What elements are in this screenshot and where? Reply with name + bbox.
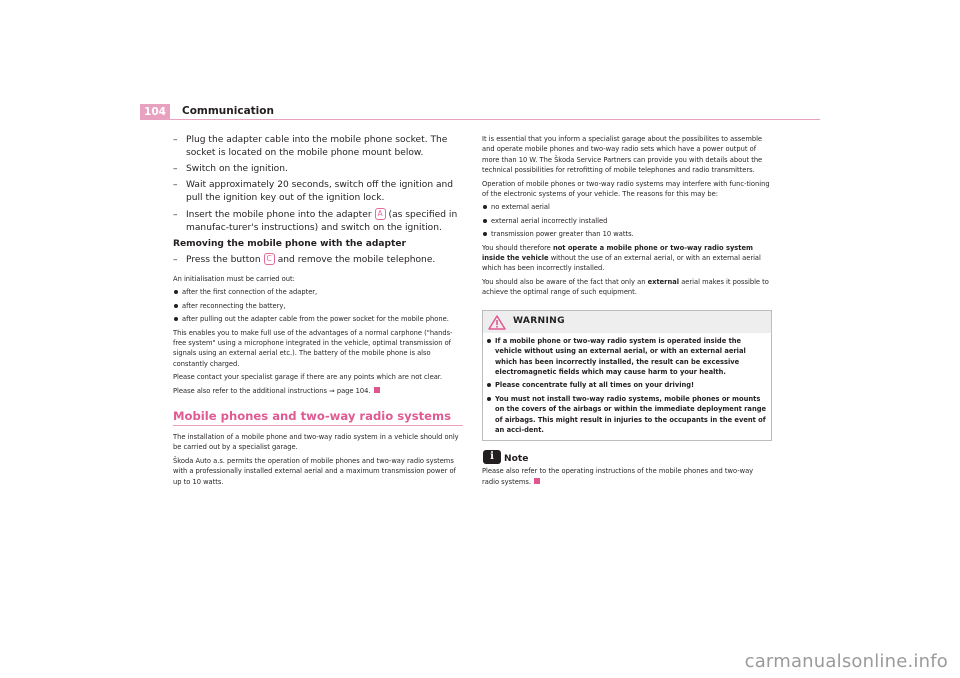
- list-item: no external aerial: [482, 202, 772, 212]
- list-item: You must not install two-way radio systems, mobile phones or mounts on the covers of the airbags or within the immediate deployment range of airbags. This might result in injuries to the occupants in the event of an acci-dent.: [486, 394, 768, 436]
- paragraph: Škoda Auto a.s. permits the operation of mobile phones and two-way radio systems with a professionally installed external aerial and a maximum transmission power of up to 10 watts.: [173, 456, 456, 486]
- paragraph: You should also be aware of the fact that only an external aerial makes it possible to achieve the optimal range of such equipment.: [482, 277, 769, 297]
- section-heading-text: Mobile phones and two-way radio systems: [173, 409, 451, 424]
- paragraph: It is essential that you inform a specialist garage about the possibilites to assemble and operate mobile phones and two-way radio sets which have a power output of more than 10 W. The Škoda Service Partners can provide you with details about the technical possibilities for retrofitting of mobile telephones and radio transmitters.: [482, 135, 763, 175]
- warning-triangle-icon: [488, 315, 506, 334]
- removing-heading: Removing the mobile phone with the adapter: [173, 239, 407, 249]
- info-icon: i: [483, 450, 501, 464]
- section-title: Communication: [182, 105, 274, 117]
- note-header: [482, 450, 772, 466]
- right-column: [482, 134, 772, 490]
- step-item: – Wait approximately 20 seconds, switch off the ignition and pull the ignition key out of the ignition lock.: [173, 180, 454, 203]
- list-item: external aerial incorrectly installed: [482, 216, 772, 226]
- section-heading-rule: [173, 425, 463, 426]
- paragraph: [173, 386, 463, 396]
- list-item: after the first connection of the adapter,: [173, 287, 463, 297]
- warning-box: [482, 310, 772, 442]
- page-reference-link[interactable]: Please also refer to the additional instructions ⇒ page 104.: [173, 386, 371, 395]
- init-intro: An initialisation must be carried out:: [173, 275, 295, 283]
- list-item: If a mobile phone or two-way radio system is operated inside the vehicle without using an external aerial, or with an external aerial which has been incorrectly installed, the result can be excessive electromagnetic fields which may cause harm to your health.: [486, 336, 768, 378]
- section-heading: [173, 409, 463, 426]
- note-block: [482, 450, 772, 487]
- paragraph: Please contact your specialist garage if there are any points which are not clear.: [173, 373, 443, 382]
- note-title: Note: [504, 454, 529, 465]
- list-item: after reconnecting the battery,: [173, 301, 463, 311]
- callout-badge-c: C: [264, 253, 275, 265]
- watermark: carmanualsonline.info: [744, 651, 948, 672]
- list-item: Please concentrate fully at all times on your driving!: [486, 380, 768, 390]
- warning-header: [483, 311, 771, 333]
- page-number: 104: [140, 104, 170, 120]
- warning-list: [486, 336, 768, 436]
- header-rule: [170, 119, 820, 120]
- section-end-icon: [534, 478, 540, 484]
- step-item: – Switch on the ignition.: [173, 164, 288, 174]
- step-item: – Press the button C and remove the mobile telephone.: [173, 254, 436, 265]
- paragraph: This enables you to make full use of the advantages of a normal carphone ("hands-free system" using a microphone integrated in the vehicle, optimal transmission of signals using an external aerial etc.). The battery of the mobile phone is also constantly charged.: [173, 328, 453, 368]
- page-header: [140, 104, 820, 121]
- init-bullet-list: [173, 287, 463, 324]
- list-item: transmission power greater than 10 watts.: [482, 229, 772, 239]
- callout-badge-a: A: [375, 208, 386, 220]
- step-item: – Plug the adapter cable into the mobile phone socket. The socket is located on the mobile phone mount below.: [173, 135, 448, 158]
- step-item: – Insert the mobile phone into the adapter A (as specified in manufac-turer's instructions) and switch on the ignition.: [173, 209, 458, 233]
- paragraph: The installation of a mobile phone and two-way radio system in a vehicle should only be carried out by a specialist garage.: [173, 433, 459, 452]
- reasons-list: [482, 202, 772, 239]
- paragraph: You should therefore not operate a mobile phone or two-way radio system inside the vehicle without the use of an external aerial, or with an external aerial which has been incorrectly installed.: [482, 243, 761, 273]
- left-column: [173, 134, 463, 490]
- note-text: Please also refer to the operating instructions of the mobile phones and two-way radio systems.: [482, 467, 754, 486]
- section-end-icon: [374, 387, 380, 393]
- paragraph: Operation of mobile phones or two-way radio systems may interfere with func-tioning of the electronic systems of your vehicle. The reasons for this may be:: [482, 179, 770, 199]
- warning-body: [483, 333, 771, 441]
- list-item: after pulling out the adapter cable from the power socket for the mobile phone.: [173, 314, 463, 324]
- warning-title: WARNING: [513, 315, 565, 326]
